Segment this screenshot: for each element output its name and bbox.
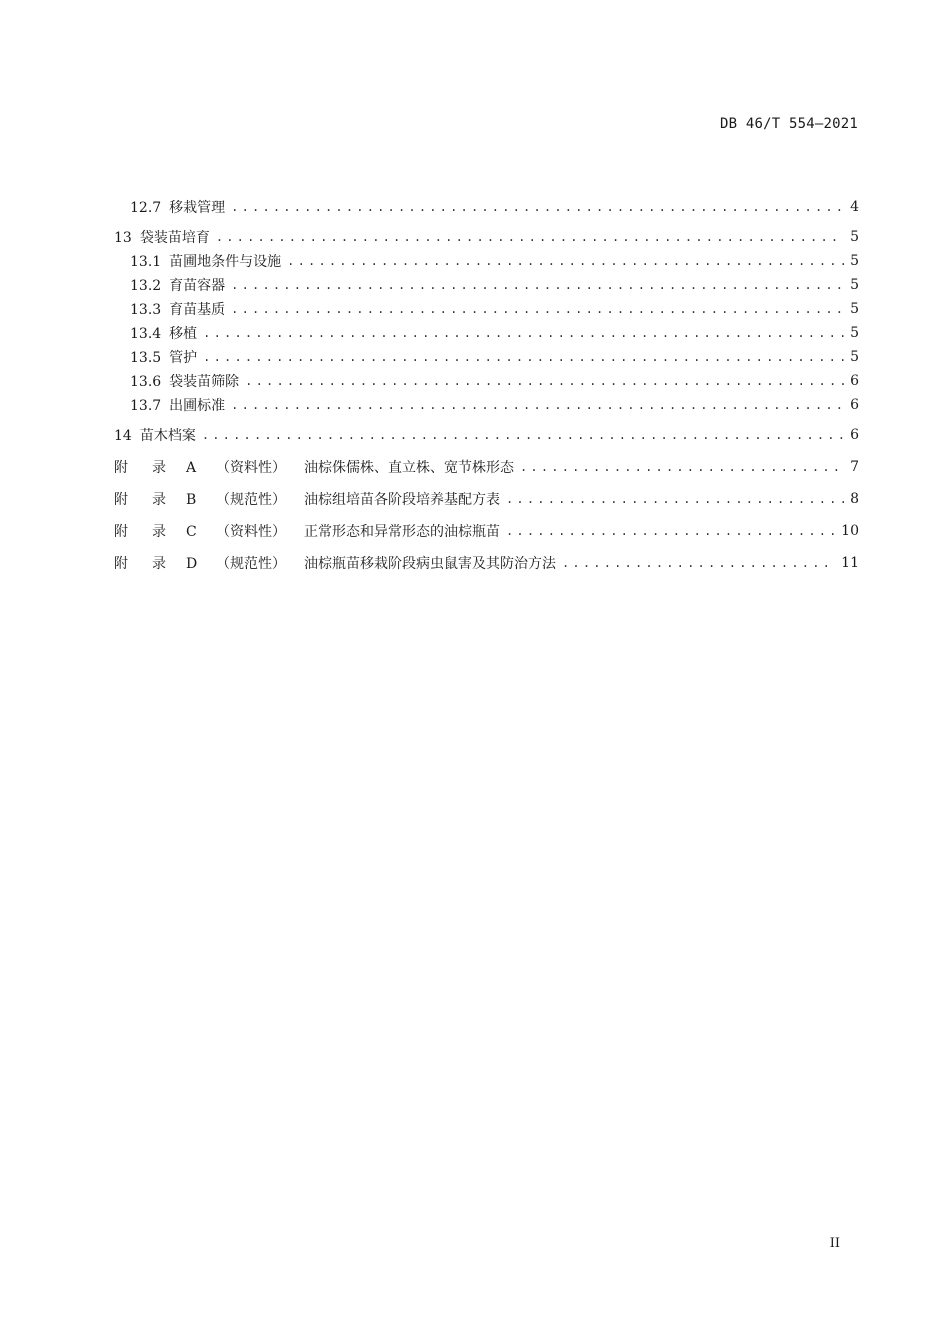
toc-dot-leader xyxy=(520,456,844,478)
toc-page-number: 6 xyxy=(850,397,859,413)
toc-entry-label: 附 录 A （资料性） 油棕侏儒株、直立株、宽节株形态 xyxy=(114,460,514,476)
toc-entry-label: 13.1 苗圃地条件与设施 xyxy=(130,254,282,270)
toc-entry[interactable] xyxy=(130,298,859,320)
toc-entry-label: 附 录 C （资料性） 正常形态和异常形态的油棕瓶苗 xyxy=(114,524,500,540)
toc-entry-label: 12.7 移栽管理 xyxy=(130,200,226,216)
toc-appendix-entry[interactable] xyxy=(114,552,859,574)
toc-page-number: 4 xyxy=(850,199,859,215)
toc-page-number: 8 xyxy=(850,491,859,507)
toc-dot-leader xyxy=(231,298,844,320)
toc-dot-leader xyxy=(203,322,844,344)
page-number: II xyxy=(829,1236,840,1251)
toc-entry[interactable] xyxy=(114,226,859,248)
toc-entry-label: 13.3 育苗基质 xyxy=(130,302,226,318)
toc-dot-leader xyxy=(231,196,844,218)
toc-dot-leader xyxy=(216,226,844,248)
toc-entry[interactable] xyxy=(130,394,859,416)
toc-entry[interactable] xyxy=(130,250,859,272)
toc-page-number: 11 xyxy=(841,555,859,571)
toc-dot-leader xyxy=(231,274,844,296)
toc-dot-leader xyxy=(287,250,844,272)
toc-dot-leader xyxy=(245,370,844,392)
toc-page-number: 5 xyxy=(850,253,859,269)
toc-page-number: 6 xyxy=(850,373,859,389)
toc-entry-label: 13.4 移植 xyxy=(130,326,198,342)
toc-entry[interactable] xyxy=(130,322,859,344)
toc-page-number: 7 xyxy=(850,459,859,475)
toc-page-number: 5 xyxy=(850,229,859,245)
toc-dot-leader xyxy=(202,424,844,446)
toc-page-number: 5 xyxy=(850,301,859,317)
toc-dot-leader xyxy=(562,552,835,574)
toc-entry-label: 13 袋装苗培育 xyxy=(114,230,210,246)
toc-dot-leader xyxy=(203,346,844,368)
toc-entry-label: 13.7 出圃标准 xyxy=(130,398,226,414)
toc-appendix-entry[interactable] xyxy=(114,488,859,510)
toc-entry[interactable] xyxy=(130,196,859,218)
toc-page-number: 6 xyxy=(850,427,859,443)
toc-entry-label: 附 录 B （规范性） 油棕组培苗各阶段培养基配方表 xyxy=(114,492,500,508)
toc-appendix-entry[interactable] xyxy=(114,456,859,478)
toc-page-number: 5 xyxy=(850,325,859,341)
toc-entry-label: 13.6 袋装苗筛除 xyxy=(130,374,240,390)
toc-entry[interactable] xyxy=(130,346,859,368)
toc-entry[interactable] xyxy=(114,424,859,446)
toc-entry-label: 13.2 育苗容器 xyxy=(130,278,226,294)
toc-entry[interactable] xyxy=(130,274,859,296)
toc-dot-leader xyxy=(231,394,844,416)
toc-entry-label: 14 苗木档案 xyxy=(114,428,196,444)
toc-appendix-entry[interactable] xyxy=(114,520,859,542)
toc-page-number: 5 xyxy=(850,277,859,293)
toc-entry[interactable] xyxy=(130,370,859,392)
document-code: DB 46/T 554—2021 xyxy=(719,116,858,132)
toc-dot-leader xyxy=(506,488,844,510)
toc-page-number: 5 xyxy=(850,349,859,365)
toc-dot-leader xyxy=(506,520,835,542)
toc-page-number: 10 xyxy=(841,523,859,539)
toc-entry-label: 13.5 管护 xyxy=(130,350,198,366)
toc-entry-label: 附 录 D （规范性） 油棕瓶苗移栽阶段病虫鼠害及其防治方法 xyxy=(114,556,556,572)
